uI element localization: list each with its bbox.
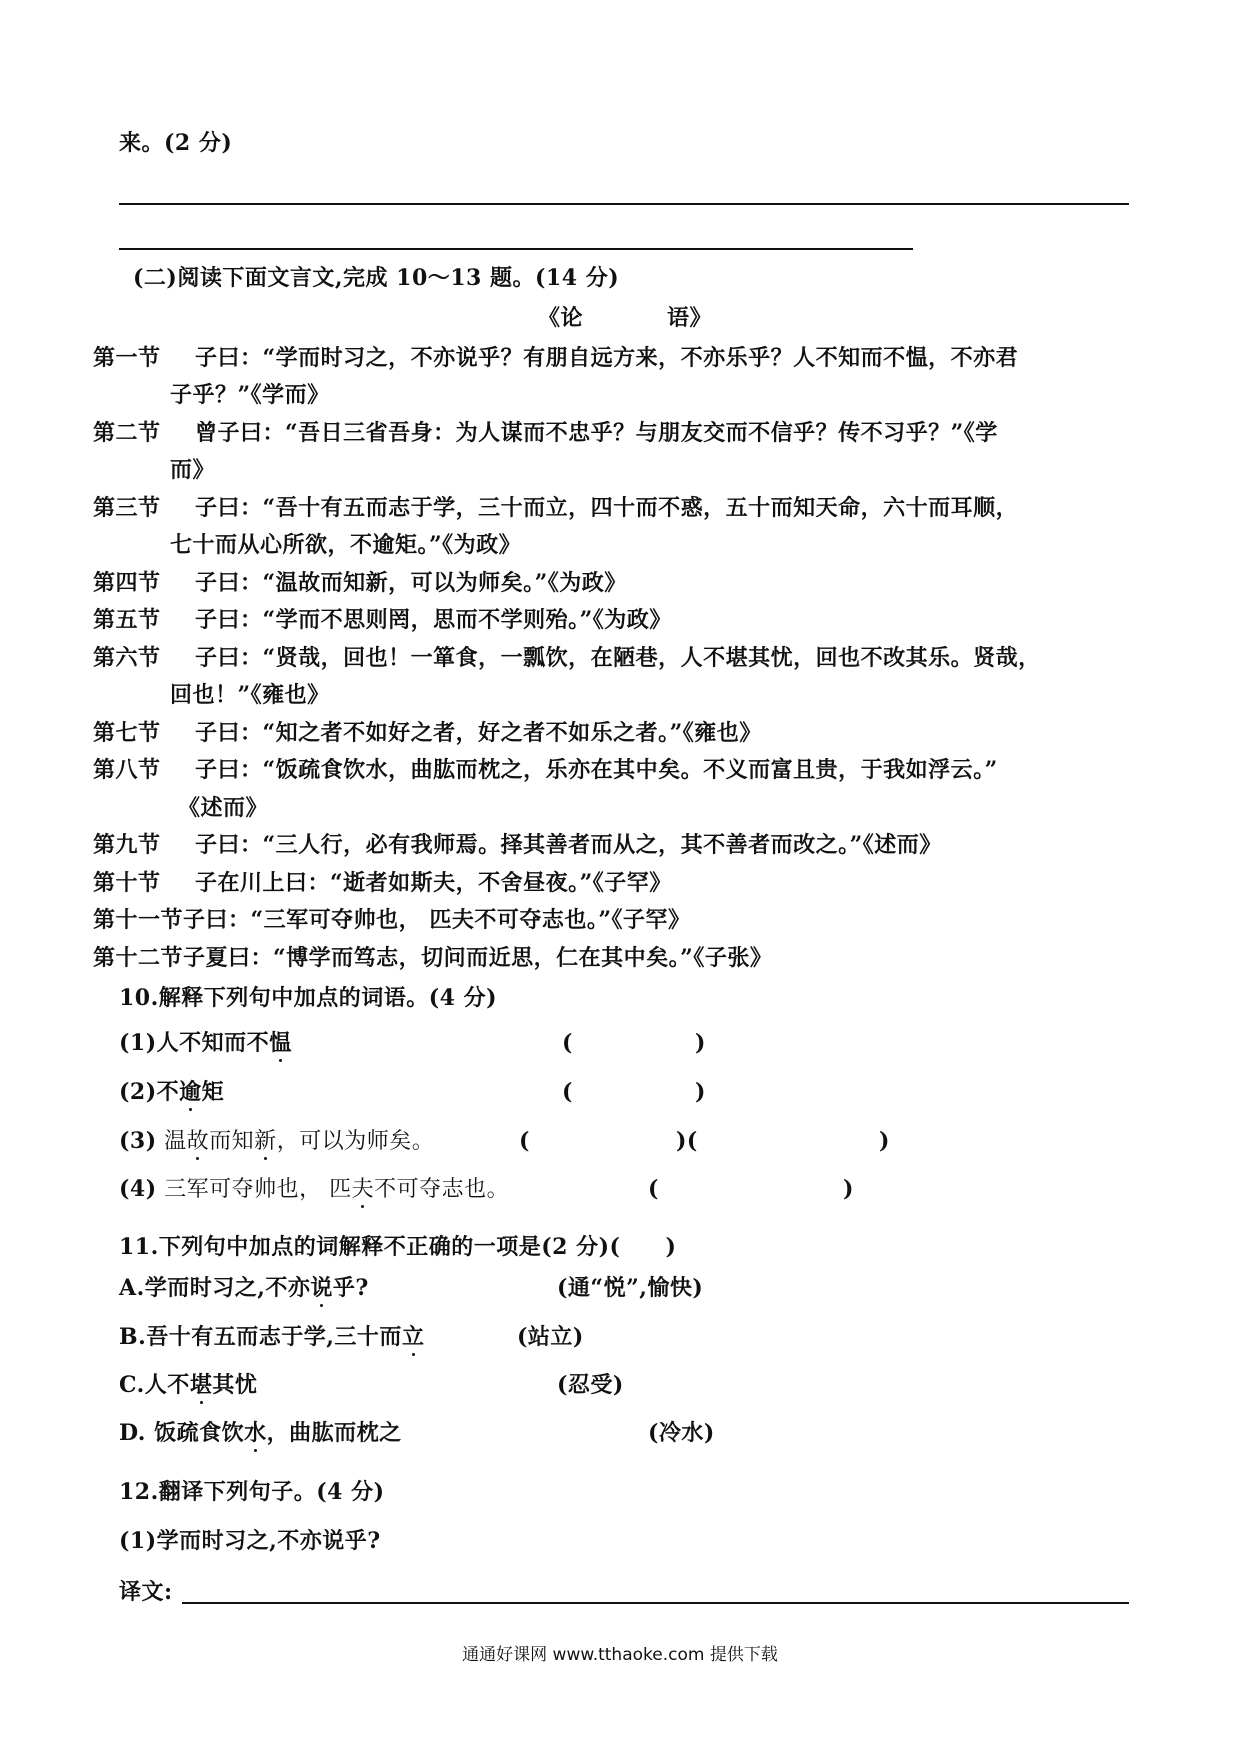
passage-text: 子曰：“知之者不如好之者，好之者不如乐之者。”《雍也》 (195, 720, 762, 746)
passage-title (538, 303, 712, 333)
q10-item-1-close: ) (695, 1030, 706, 1056)
passage-text-continued: 回也！”《雍也》 (170, 682, 330, 708)
q11-option-a: A.学而时习之,不亦说乎? (119, 1275, 369, 1301)
q10-item-2-open: ( (562, 1079, 573, 1105)
q10-item-3-open: ( (519, 1128, 530, 1154)
q11-option-d-gloss: (冷水) (648, 1420, 715, 1446)
answer-line-1 (119, 203, 1129, 205)
q11-option-b: B.吾十有五而志于学,三十而立 (119, 1324, 425, 1350)
page-footer: 通通好课网 www.tthaoke.com 提供下载 (462, 1645, 778, 1665)
passage-text: 曾子曰：“吾日三省吾身：为人谋而不忠乎？与朋友交而不信乎？传不习乎？”《学 (195, 420, 998, 446)
passage-line (93, 418, 998, 448)
passage-text: 子夏曰：“博学而笃志，切问而近思，仁在其中矣。”《子张》 (183, 945, 773, 971)
q12-item-1: (1)学而时习之,不亦说乎? (119, 1528, 381, 1554)
answer-line-2 (119, 248, 913, 250)
passage-line (93, 493, 1018, 523)
passage-text: 子曰：“三军可夺帅也， 匹夫不可夺志也。”《子罕》 (183, 907, 691, 933)
passage-text: 子曰：“学而不思则罔，思而不学则殆。”《为政》 (195, 607, 672, 633)
passage-line (93, 643, 1041, 673)
q12-stem: 12.翻译下列句子。(4 分) (119, 1479, 385, 1505)
passage-section-label: 第一节 (93, 345, 161, 371)
q10-item-4-close: ) (843, 1176, 854, 1202)
section-heading: (二)阅读下面文言文,完成 10～13 题。(14 分) (133, 265, 620, 291)
passage-line (93, 718, 762, 748)
passage-text: 子曰：“三人行，必有我师焉。择其善者而从之，其不善者而改之。”《述而》 (195, 832, 942, 858)
q11-option-c-gloss: (忍受) (557, 1372, 624, 1398)
passage-title-right: 语》 (667, 305, 713, 331)
q10-item-4-open: ( (648, 1176, 659, 1202)
passage-line (93, 568, 627, 598)
passage-text: 子曰：“饭疏食饮水，曲肱而枕之，乐亦在其中矣。不义而富且贵，于我如浮云。” (195, 757, 998, 783)
passage-text-continued: 《述而》 (178, 795, 269, 821)
q10-item-3-close: ) (879, 1128, 890, 1154)
passage-line (93, 905, 691, 935)
q10-stem: 10.解释下列句中加点的词语。(4 分) (119, 985, 498, 1011)
passage-text-continued: 而》 (170, 457, 216, 483)
passage-section-label: 第二节 (93, 420, 161, 446)
continuation-text: 来。(2 分) (119, 130, 233, 156)
q10-item-3-pair: )( (676, 1128, 698, 1154)
passage-text: 子曰：“吾十有五而志于学，三十而立，四十而不惑，五十而知天命，六十而耳顺， (195, 495, 1019, 521)
passage-line (93, 755, 998, 785)
q10-item-3: (3) 温故而知新，可以为师矣。 (119, 1128, 435, 1154)
passage-title-left: 《论 (538, 305, 584, 331)
q10-item-2-close: ) (695, 1079, 706, 1105)
passage-section-label: 第五节 (93, 607, 161, 633)
passage-section-label: 第七节 (93, 720, 161, 746)
passage-text-continued: 七十而从心所欲，不逾矩。”《为政》 (170, 532, 522, 558)
q10-item-1-open: ( (562, 1030, 573, 1056)
q10-item-2: (2)不逾矩 (119, 1079, 225, 1105)
passage-line (93, 868, 672, 898)
passage-line (93, 830, 942, 860)
passage-section-label: 第三节 (93, 495, 161, 521)
q11-option-c: C.人不堪其忧 (119, 1372, 258, 1398)
passage-text: 子曰：“温故而知新，可以为师矣。”《为政》 (195, 570, 627, 596)
passage-section-label: 第九节 (93, 832, 161, 858)
passage-text-continued: 子乎？”《学而》 (170, 382, 330, 408)
passage-section-label: 第八节 (93, 757, 161, 783)
passage-text: 子曰：“贤哉，回也！一箪食，一瓢饮，在陋巷，人不堪其忧，回也不改其乐。贤哉， (195, 645, 1041, 671)
q10-item-1: (1)人不知而不愠 (119, 1030, 292, 1056)
passage-text: 子曰：“学而时习之，不亦说乎？有朋自远方来，不亦乐乎？人不知而不愠，不亦君 (195, 345, 1019, 371)
q10-item-4: (4) 三军可夺帅也， 匹夫不可夺志也。 (119, 1176, 510, 1202)
passage-section-label: 第六节 (93, 645, 161, 671)
passage-line (93, 605, 672, 635)
q12-answer-label: 译文: (119, 1579, 173, 1605)
passage-line (93, 343, 1018, 373)
passage-section-label: 第十节 (93, 870, 161, 896)
q11-option-b-gloss: (站立) (517, 1324, 584, 1350)
passage-section-label: 第十一节 (93, 907, 184, 933)
passage-line (93, 943, 772, 973)
q11-option-a-gloss: (通“悦”,愉快) (557, 1275, 704, 1301)
q11-option-d: D. 饭疏食饮水，曲肱而枕之 (119, 1420, 402, 1446)
passage-section-label: 第四节 (93, 570, 161, 596)
q11-stem: 11.下列句中加点的词解释不正确的一项是(2 分)( ) (119, 1234, 677, 1260)
passage-section-label: 第十二节 (93, 945, 184, 971)
passage-text: 子在川上曰：“逝者如斯夫，不舍昼夜。”《子罕》 (195, 870, 672, 896)
q12-answer-line[interactable] (182, 1602, 1129, 1604)
